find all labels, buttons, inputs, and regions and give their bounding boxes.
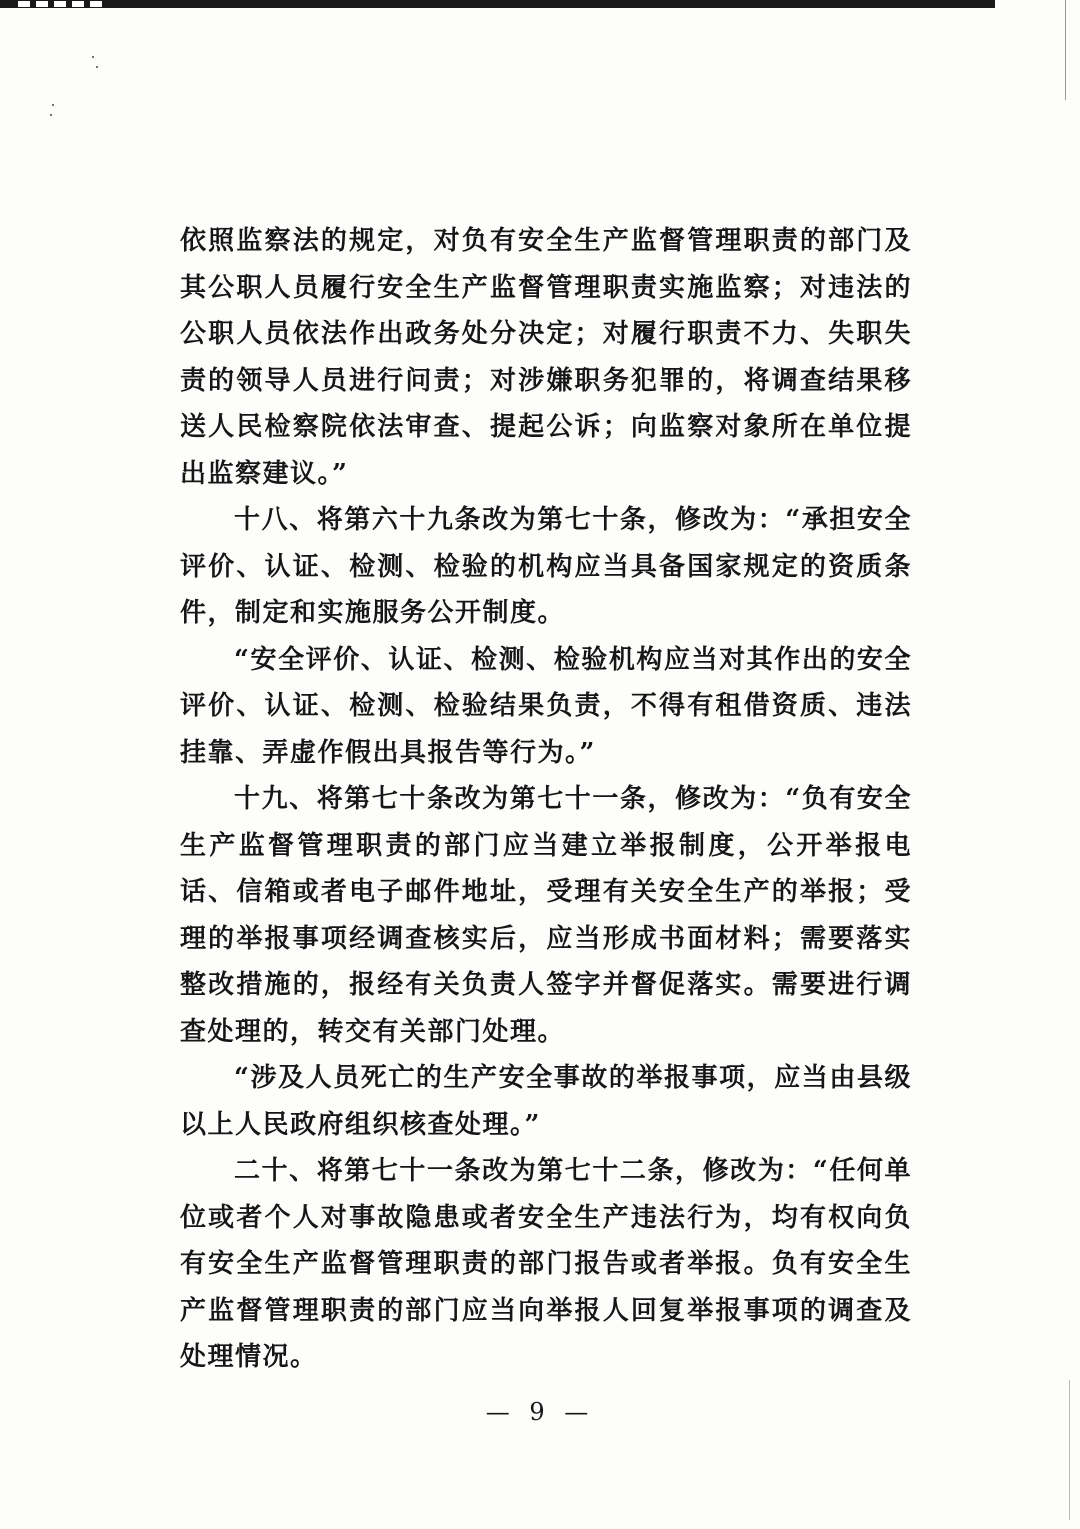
paragraph-continuation: 依照监察法的规定，对负有安全生产监督管理职责的部门及其公职人员履行安全生产监督管理职责实施监察；对违法的公职人员依法作出政务处分决定；对履行职责不力、失职失责的领导人员进行问责；对涉嫌职务犯罪的，将调查结果移送人民检察院依法审查、提起公诉；向监察对象所在单位提出监察建议。” (180, 226, 912, 489)
paragraph-article-19: 十九、将第七十条改为第七十一条，修改为：“负有安全生产监督管理职责的部门应当建立举报制度，公开举报电话、信箱或者电子邮件地址，受理有关安全生产的举报；受理的举报事项经调查核实后，应当形成书面材料；需要落实整改措施的，报经有关负责人签字并督促落实。需要进行调查处理的，转交有关部门处理。 (180, 784, 912, 1047)
scan-top-bar (0, 0, 995, 8)
scan-marks (18, 1, 102, 7)
scan-mark (72, 1, 84, 7)
scan-speck (92, 56, 94, 58)
scan-mark (36, 1, 48, 7)
scan-speck (50, 114, 52, 116)
scan-mark (18, 1, 30, 7)
paragraph-article-18: 十八、将第六十九条改为第七十条，修改为：“承担安全评价、认证、检测、检验的机构应当具备国家规定的资质条件，制定和实施服务公开制度。 (180, 505, 912, 628)
paragraph-article-19-clause-2: “涉及人员死亡的生产安全事故的举报事项，应当由县级以上人民政府组织核查处理。” (180, 1063, 912, 1140)
scan-mark (54, 1, 66, 7)
paragraph-article-20: 二十、将第七十一条改为第七十二条，修改为：“任何单位或者个人对事故隐患或者安全生产违法行为，均有权向负有安全生产监督管理职责的部门报告或者举报。负有安全生产监督管理职责的部门应当向举报人回复举报事项的调查及处理情况。 (180, 1156, 912, 1372)
page-number: — 9 — (485, 1398, 595, 1426)
scan-right-edge (1065, 0, 1076, 100)
document-body (180, 218, 912, 1381)
scan-mark (90, 1, 102, 7)
scan-speck (96, 66, 98, 68)
scan-speck (52, 104, 54, 106)
paragraph-article-18-clause-2: “安全评价、认证、检测、检验机构应当对其作出的安全评价、认证、检测、检验结果负责，不得有租借资质、违法挂靠、弄虚作假出具报告等行为。” (180, 644, 912, 768)
